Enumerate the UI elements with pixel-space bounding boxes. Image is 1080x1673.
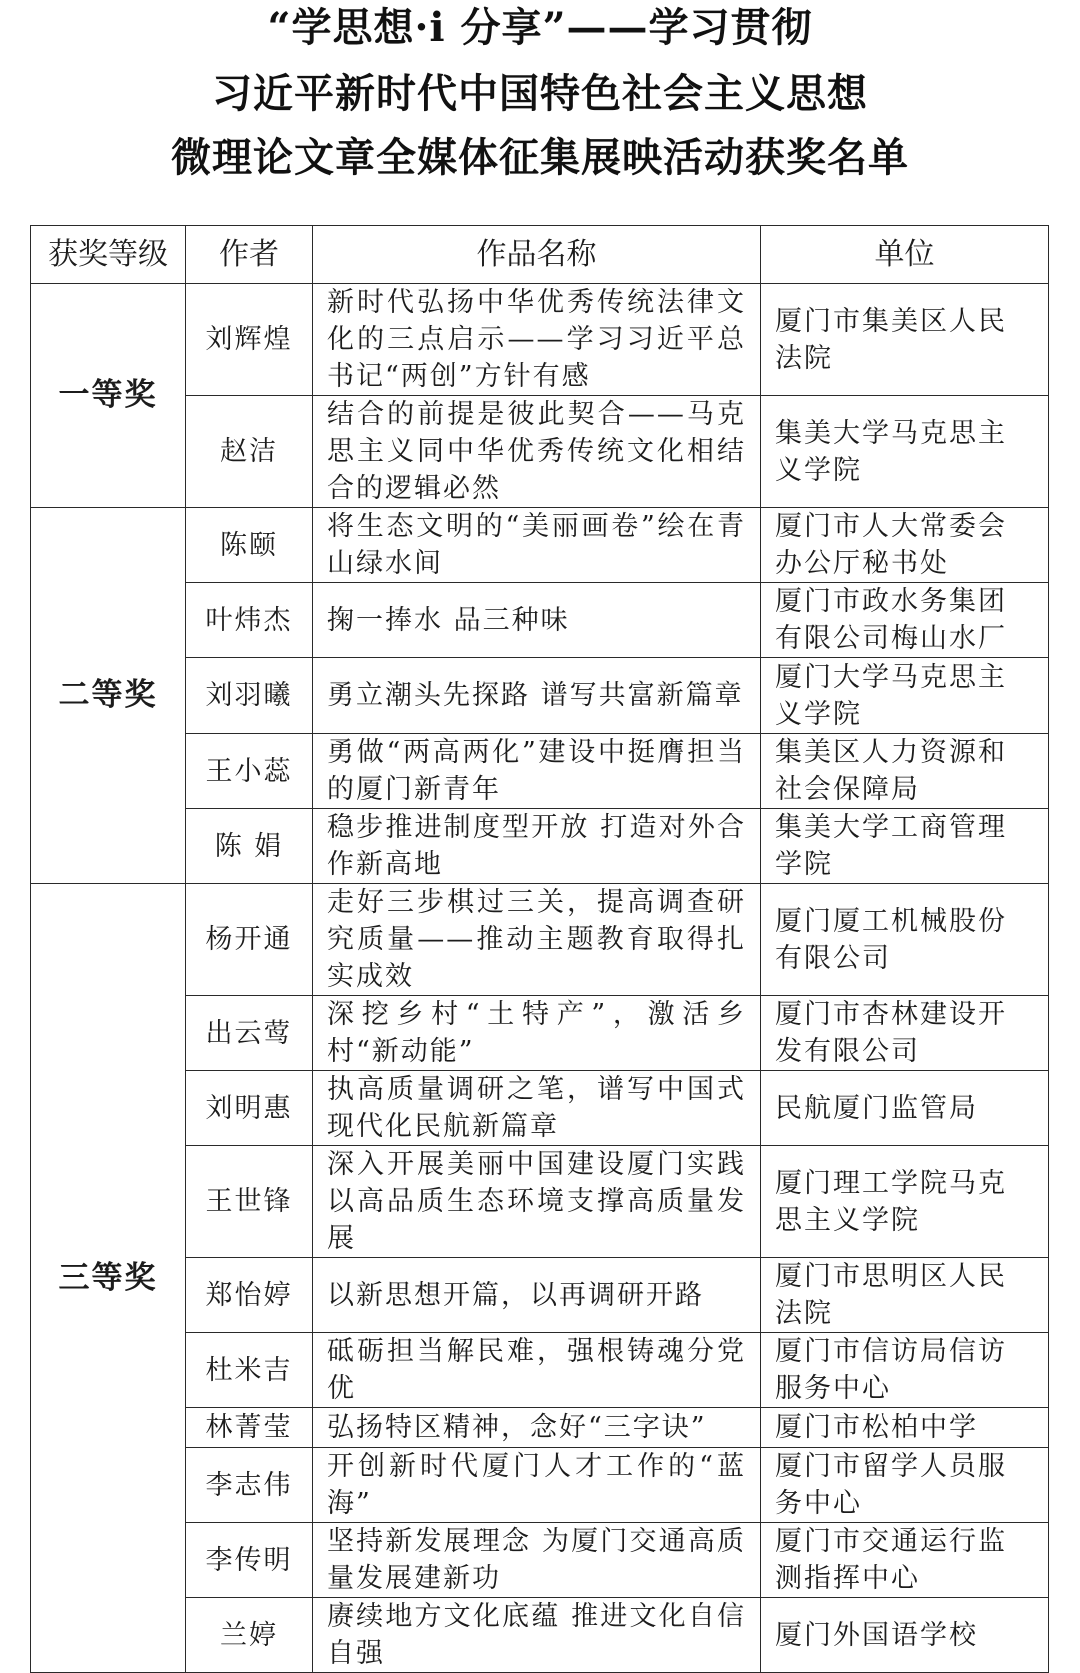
author-cell: 赵洁 [186, 396, 313, 508]
header-unit: 单位 [761, 226, 1049, 284]
header-author: 作者 [186, 226, 313, 284]
work-title-cell: 执高质量调研之笔，谱写中国式现代化民航新篇章 [313, 1071, 761, 1146]
author-cell: 刘羽曦 [186, 658, 313, 734]
unit-cell: 厦门市松柏中学 [761, 1408, 1049, 1448]
work-title-cell: 赓续地方文化底蕴 推进文化自信自强 [313, 1598, 761, 1673]
table-row [31, 284, 1049, 396]
award-level-cell: 二等奖 [31, 508, 186, 884]
author-cell: 出云莺 [186, 996, 313, 1071]
work-title-cell: 开创新时代厦门人才工作的“蓝海” [313, 1448, 761, 1523]
unit-cell: 厦门厦工机械股份有限公司 [761, 884, 1049, 996]
award-table-container [30, 225, 1048, 1673]
unit-cell: 厦门市信访局信访服务中心 [761, 1333, 1049, 1408]
work-title-cell: 结合的前提是彼此契合——马克思主义同中华优秀传统文化相结合的逻辑必然 [313, 396, 761, 508]
unit-cell: 厦门市人大常委会办公厅秘书处 [761, 508, 1049, 583]
author-cell: 王小蕊 [186, 734, 313, 809]
unit-cell: 厦门市交通运行监测指挥中心 [761, 1523, 1049, 1598]
author-cell: 陈 娟 [186, 809, 313, 884]
author-cell: 杨开通 [186, 884, 313, 996]
award-level-cell: 一等奖 [31, 284, 186, 508]
title-line-2: 习近平新时代中国特色社会主义思想 [212, 70, 868, 117]
unit-cell: 厦门市集美区人民法院 [761, 284, 1049, 396]
work-title-cell: 深入开展美丽中国建设厦门实践以高品质生态环境支撑高质量发展 [313, 1146, 761, 1258]
work-title-cell: 砥砺担当解民难，强根铸魂分党优 [313, 1333, 761, 1408]
author-cell: 李志伟 [186, 1448, 313, 1523]
author-cell: 杜米吉 [186, 1333, 313, 1408]
author-cell: 陈颐 [186, 508, 313, 583]
work-title-cell: 弘扬特区精神，念好“三字诀” [313, 1408, 761, 1448]
author-cell: 林菁莹 [186, 1408, 313, 1448]
award-level-cell: 三等奖 [31, 884, 186, 1673]
work-title-cell: 稳步推进制度型开放 打造对外合作新高地 [313, 809, 761, 884]
author-cell: 兰婷 [186, 1598, 313, 1673]
author-cell: 李传明 [186, 1523, 313, 1598]
header-work: 作品名称 [313, 226, 761, 284]
work-title-cell: 坚持新发展理念 为厦门交通高质量发展建新功 [313, 1523, 761, 1598]
work-title-cell: 新时代弘扬中华优秀传统法律文化的三点启示——学习习近平总书记“两创”方针有感 [313, 284, 761, 396]
author-cell: 刘辉煌 [186, 284, 313, 396]
unit-cell: 集美大学马克思主义学院 [761, 396, 1049, 508]
work-title-cell: 深挖乡村“土特产”，激活乡村“新动能” [313, 996, 761, 1071]
work-title-cell: 将生态文明的“美丽画卷”绘在青山绿水间 [313, 508, 761, 583]
unit-cell: 厦门市思明区人民法院 [761, 1258, 1049, 1333]
author-cell: 刘明惠 [186, 1071, 313, 1146]
unit-cell: 厦门理工学院马克思主义学院 [761, 1146, 1049, 1258]
header-level: 获奖等级 [31, 226, 186, 284]
unit-cell: 集美区人力资源和社会保障局 [761, 734, 1049, 809]
table-row [31, 508, 1049, 583]
unit-cell: 民航厦门监管局 [761, 1071, 1049, 1146]
award-table [30, 225, 1049, 1673]
title-line-1: “学思想·i 分享”——学习贯彻 [267, 4, 813, 51]
title-line-3: 微理论文章全媒体征集展映活动获奖名单 [171, 134, 909, 181]
unit-cell: 厦门市留学人员服务中心 [761, 1448, 1049, 1523]
work-title-cell: 掬一捧水 品三种味 [313, 583, 761, 658]
work-title-cell: 走好三步棋过三关，提高调查研究质量——推动主题教育取得扎实成效 [313, 884, 761, 996]
author-cell: 郑怡婷 [186, 1258, 313, 1333]
unit-cell: 集美大学工商管理学院 [761, 809, 1049, 884]
work-title-cell: 勇立潮头先探路 谱写共富新篇章 [313, 658, 761, 734]
author-cell: 叶炜杰 [186, 583, 313, 658]
table-row [31, 884, 1049, 996]
work-title-cell: 勇做“两高两化”建设中挺膺担当的厦门新青年 [313, 734, 761, 809]
work-title-cell: 以新思想开篇，以再调研开路 [313, 1258, 761, 1333]
unit-cell: 厦门市杏林建设开发有限公司 [761, 996, 1049, 1071]
unit-cell: 厦门市政水务集团有限公司梅山水厂 [761, 583, 1049, 658]
unit-cell: 厦门大学马克思主义学院 [761, 658, 1049, 734]
author-cell: 王世锋 [186, 1146, 313, 1258]
document-title [80, 0, 1000, 184]
table-header-row [31, 226, 1049, 284]
unit-cell: 厦门外国语学校 [761, 1598, 1049, 1673]
